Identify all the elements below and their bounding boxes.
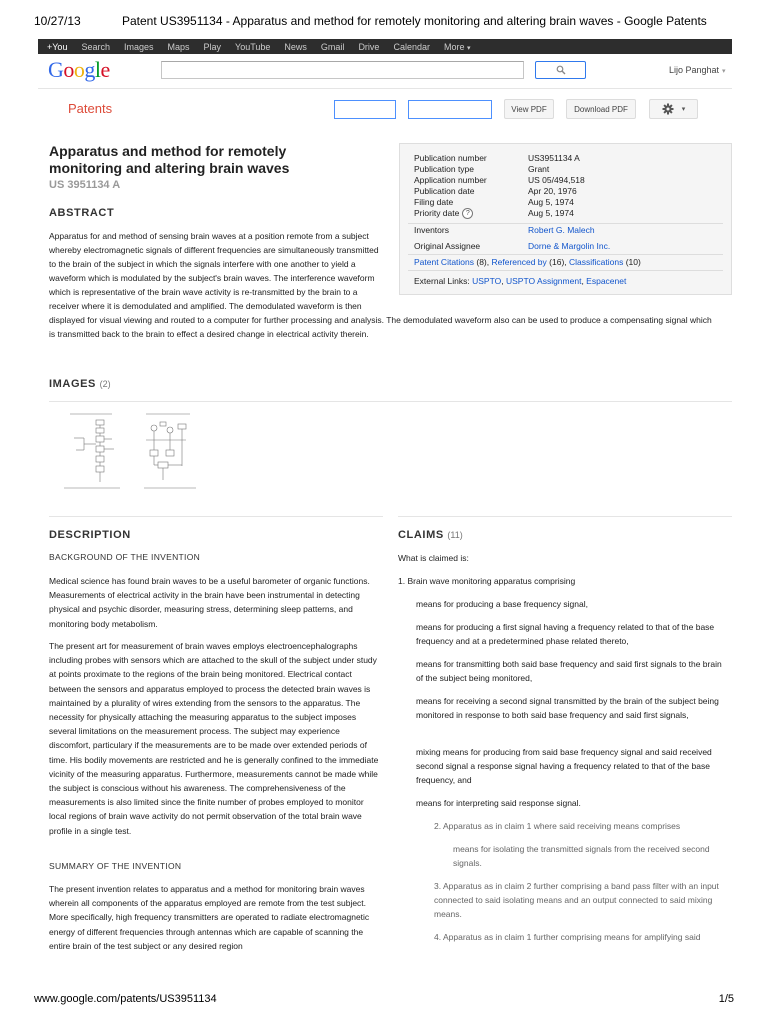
meta-divider xyxy=(408,270,723,271)
nav-item-gmail[interactable]: Gmail xyxy=(320,41,345,52)
inventor-link[interactable]: Robert G. Malech xyxy=(528,225,595,235)
meta-priority-date xyxy=(414,208,473,219)
claim-clause: means for receiving a second signal transmitted by the brain of the subject being monitored in response to both said base frequency and said first signals, xyxy=(416,696,719,721)
toolbar-blank-button-1[interactable] xyxy=(334,100,396,119)
meta-label: Publication number xyxy=(414,153,487,163)
gear-icon xyxy=(662,103,674,115)
print-date: 10/27/13 xyxy=(34,14,81,28)
meta-divider xyxy=(408,223,723,224)
search-input[interactable] xyxy=(161,61,524,79)
patent-drawing-thumbnail[interactable] xyxy=(140,410,200,492)
claim-clause: means for isolating the transmitted signals from the received second signals. xyxy=(453,844,710,869)
nav-item-images[interactable]: Images xyxy=(123,41,154,52)
user-name: Lijo Panghat xyxy=(669,65,720,75)
description-paragraph: The present art for measurement of brain waves employs electroencephalographs including probes with sensors which are attached to the skull of the subject under study at points proximate to the regions of the brain being monitored. Electrical contact between the sensors and apparatus employed to process the detected brain waves is maintained by a plurality of wires extending from the sensors to the apparatus. The necessity for physically attaching the measuring apparatus to the subject imposes several limitations on the measurement process. The subject may experience discomfort, particulary if the measurements are to be made over extended periods of time. His bodily movements are restricted and he is generally confined to the immediate vicinity of the measuring apparatus. Furthermore, measurements cannot be made while the subject is conscious without his awareness. The comprehensiveness of the measurements is also limited since the finite number of probes employed to monitor local regions of brain wave activity do not permit observation of the total brain wave profile in a single test. xyxy=(49,641,379,836)
patent-metadata-panel xyxy=(399,143,732,295)
search-icon xyxy=(556,65,566,75)
citations-row xyxy=(414,257,641,267)
nav-item-search[interactable]: Search xyxy=(81,41,110,52)
meta-value: Aug 5, 1974 xyxy=(528,208,574,218)
nav-item-news[interactable]: News xyxy=(284,41,307,52)
abstract-heading: ABSTRACT xyxy=(49,207,115,219)
nav-item-plus-you[interactable]: +You xyxy=(47,41,68,52)
claim-3: 3. Apparatus as in claim 2 further comprising a band pass filter with an input connected to said isolating means and an output connected to said mixing means. xyxy=(434,881,719,920)
print-url: www.google.com/patents/US3951134 xyxy=(34,993,217,1005)
claim-1: 1. Brain wave monitoring apparatus comprising xyxy=(398,576,576,586)
description-divider xyxy=(49,516,383,517)
google-nav-bar xyxy=(38,39,732,54)
meta-divider xyxy=(408,254,723,255)
print-page-title: Patent US3951134 - Apparatus and method for remotely monitoring and altering brain waves - Google Patents xyxy=(122,14,707,28)
search-button[interactable] xyxy=(535,61,586,79)
chevron-down-icon: ▾ xyxy=(467,44,471,52)
referenced-by-link[interactable]: Referenced by xyxy=(491,257,547,267)
classifications-link[interactable]: Classifications xyxy=(569,257,624,267)
background-heading: BACKGROUND OF THE INVENTION xyxy=(49,552,201,562)
meta-label: Publication type xyxy=(414,164,475,174)
meta-label: Original Assignee xyxy=(414,241,481,251)
summary-heading: SUMMARY OF THE INVENTION xyxy=(49,861,182,871)
claim-clause: means for producing a base frequency signal, xyxy=(416,599,588,609)
claims-divider xyxy=(398,516,732,517)
patent-citations-link[interactable]: Patent Citations xyxy=(414,257,475,267)
nav-item-drive[interactable]: Drive xyxy=(358,41,380,52)
description-paragraph: Medical science has found brain waves to be a useful barometer of organic functions. Measurements of electrical activity in the brain have been instrumental in detecting physical and psychic disorder, measuring stress, determining sleep patterns, and monitoring body metabolism. xyxy=(49,576,370,629)
user-account-menu[interactable] xyxy=(669,65,726,75)
meta-value: Aug 5, 1974 xyxy=(528,197,574,207)
claim-2: 2. Apparatus as in claim 1 where said receiving means comprises xyxy=(434,821,681,831)
claim-clause: means for transmitting both said base frequency and said first signals to the brain of the subject being monitored, xyxy=(416,659,722,684)
claim-clause: mixing means for producing from said base frequency signal and said received second signal a response signal having a frequency related to that of the base frequency, and xyxy=(416,747,712,786)
images-divider xyxy=(49,401,732,402)
meta-label: Filing date xyxy=(414,197,454,207)
chevron-down-icon: ▾ xyxy=(722,68,726,75)
claims-heading: CLAIMS (11) xyxy=(398,529,463,541)
meta-label: Application number xyxy=(414,175,487,185)
help-icon[interactable]: ? xyxy=(462,208,473,219)
view-pdf-button[interactable]: View PDF xyxy=(504,99,554,119)
meta-value: US3951134 A xyxy=(528,153,580,163)
google-logo[interactable]: Google xyxy=(48,57,110,82)
toolbar-blank-button-2[interactable] xyxy=(408,100,492,119)
external-links-row: External Links: USPTO, USPTO Assignment, Espacenet xyxy=(414,276,627,286)
espacenet-link[interactable]: Espacenet xyxy=(586,276,627,286)
nav-item-youtube[interactable]: YouTube xyxy=(235,41,271,52)
uspto-link[interactable]: USPTO xyxy=(472,276,502,286)
citations-count: (8), xyxy=(474,257,492,267)
external-links-label: External Links: xyxy=(414,276,473,286)
nav-item-play[interactable]: Play xyxy=(203,41,222,52)
nav-item-maps[interactable]: Maps xyxy=(167,41,190,52)
header-divider xyxy=(38,88,732,89)
nav-item-more[interactable] xyxy=(444,42,471,52)
assignee-link[interactable]: Dorne & Margolin Inc. xyxy=(528,241,611,251)
images-heading: IMAGES (2) xyxy=(49,378,111,390)
settings-button[interactable] xyxy=(649,99,698,119)
claims-count: (11) xyxy=(447,530,463,540)
claim-clause: means for producing a first signal having a frequency related to that of the base frequency and at a predetermined phase related thereto, xyxy=(416,622,715,647)
description-paragraph: The present invention relates to apparatus and a method for monitoring brain waves wherein all components of the apparatus employed are remote from the test subject. More specifically, high frequency transmitters are operated to radiate electromagnetic energy of different frequencies through antennas which are capable of scanning the entire brain of the test subject or any desired region xyxy=(49,884,370,951)
patents-section-label[interactable]: Patents xyxy=(68,101,113,116)
print-footer xyxy=(34,993,734,1005)
meta-value: Apr 20, 1976 xyxy=(528,186,577,196)
claim-4: 4. Apparatus as in claim 1 further comprising means for amplifying said xyxy=(434,932,701,942)
meta-label: Publication date xyxy=(414,186,475,196)
claim-clause: means for interpreting said response signal. xyxy=(416,798,581,808)
classifications-count: (10) xyxy=(623,257,641,267)
meta-value: US 05/494,518 xyxy=(528,175,585,185)
uspto-assignment-link[interactable]: USPTO Assignment xyxy=(506,276,582,286)
description-heading: DESCRIPTION xyxy=(49,529,131,541)
chevron-down-icon: ▾ xyxy=(681,106,686,113)
abstract-body: Apparatus for and method of sensing brain waves at a position remote from a subject whereby electromagnetic signals of different frequencies are simultaneously transmitted to the brain of the subject in which the signals interfere with one another to yield a waveform which is modulated by the subject's brain waves. The interference waveform which is representative of the brain wave activity is re-transmitted by the brain to a receiver where it is demodulated and amplified. The demodulated waveform is then displayed for visual viewing and routed to a computer for further processing and analysis. The demodulated waveform also can be used to produce a compensating signal which is transmitted back to the brain to effect a desired change in electrical activity therein. xyxy=(49,231,712,339)
nav-more-label: More xyxy=(443,41,465,52)
referenced-by-count: (16), xyxy=(546,257,569,267)
meta-value: Grant xyxy=(528,164,550,174)
patent-title: Apparatus and method for remotely monitoring and altering brain waves xyxy=(49,143,290,176)
meta-label: Priority date xyxy=(414,208,460,218)
print-page-number: 1/5 xyxy=(718,993,734,1005)
patent-drawing-thumbnail[interactable] xyxy=(62,410,122,492)
nav-item-calendar[interactable]: Calendar xyxy=(393,41,430,52)
images-count: (2) xyxy=(99,379,111,389)
download-pdf-button[interactable]: Download PDF xyxy=(566,99,636,119)
meta-label: Inventors xyxy=(414,225,449,235)
claims-intro: What is claimed is: xyxy=(398,553,469,563)
patent-number: US 3951134 A xyxy=(49,179,121,191)
